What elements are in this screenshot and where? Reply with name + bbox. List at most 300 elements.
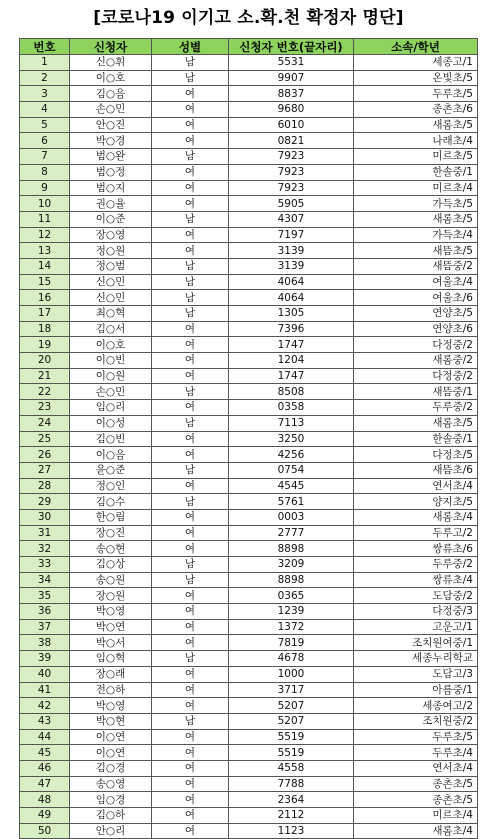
gender: 여 <box>152 729 229 745</box>
phone-last-digits: 7819 <box>229 635 354 651</box>
row-number: 6 <box>20 133 70 149</box>
table-row <box>20 180 478 196</box>
row-number: 47 <box>20 776 70 792</box>
gender: 여 <box>152 792 229 808</box>
applicant-name: 송○영 <box>70 776 152 792</box>
row-number: 41 <box>20 682 70 698</box>
table-row <box>20 635 478 651</box>
phone-last-digits: 4678 <box>229 651 354 667</box>
row-number: 2 <box>20 70 70 86</box>
gender: 여 <box>152 447 229 463</box>
applicant-name: 이○음 <box>70 447 152 463</box>
gender: 남 <box>152 211 229 227</box>
applicant-name: 송○현 <box>70 541 152 557</box>
table-row <box>20 760 478 776</box>
gender: 여 <box>152 227 229 243</box>
gender: 여 <box>152 180 229 196</box>
affiliation: 한솔중/1 <box>354 164 478 180</box>
phone-last-digits: 5531 <box>229 55 354 71</box>
header-affiliation: 소속/학년 <box>354 39 478 55</box>
applicant-name: 신○민 <box>70 290 152 306</box>
applicant-name: 이○호 <box>70 70 152 86</box>
applicant-name: 박○영 <box>70 604 152 620</box>
phone-last-digits: 8898 <box>229 541 354 557</box>
gender: 여 <box>152 164 229 180</box>
row-number: 11 <box>20 211 70 227</box>
table-row <box>20 713 478 729</box>
table-row <box>20 290 478 306</box>
table-row <box>20 274 478 290</box>
applicant-name: 안○진 <box>70 117 152 133</box>
gender: 남 <box>152 557 229 573</box>
applicant-name: 이○호 <box>70 337 152 353</box>
row-number: 18 <box>20 321 70 337</box>
applicant-name: 김○서 <box>70 321 152 337</box>
phone-last-digits: 2112 <box>229 808 354 824</box>
applicant-name: 임○혁 <box>70 651 152 667</box>
row-number: 21 <box>20 368 70 384</box>
applicant-name: 임○리 <box>70 400 152 416</box>
table-row <box>20 666 478 682</box>
applicant-name: 박○경 <box>70 133 152 149</box>
table-row <box>20 604 478 620</box>
table-row <box>20 117 478 133</box>
phone-last-digits: 2364 <box>229 792 354 808</box>
affiliation: 가득초/5 <box>354 196 478 212</box>
row-number: 16 <box>20 290 70 306</box>
gender: 여 <box>152 808 229 824</box>
gender: 여 <box>152 133 229 149</box>
affiliation: 다정중/2 <box>354 337 478 353</box>
phone-last-digits: 3139 <box>229 243 354 259</box>
affiliation: 새뜸초/6 <box>354 462 478 478</box>
phone-last-digits: 1123 <box>229 823 354 839</box>
affiliation: 세종누리학교 <box>354 651 478 667</box>
row-number: 20 <box>20 353 70 369</box>
row-number: 7 <box>20 149 70 165</box>
table-row <box>20 525 478 541</box>
row-number: 40 <box>20 666 70 682</box>
phone-last-digits: 7923 <box>229 149 354 165</box>
table-row <box>20 102 478 118</box>
row-number: 37 <box>20 619 70 635</box>
phone-last-digits: 0754 <box>229 462 354 478</box>
gender: 남 <box>152 713 229 729</box>
phone-last-digits: 1747 <box>229 368 354 384</box>
gender: 남 <box>152 55 229 71</box>
affiliation: 세종고/1 <box>354 55 478 71</box>
gender: 남 <box>152 258 229 274</box>
header-number: 번호 <box>20 39 70 55</box>
table-row <box>20 164 478 180</box>
applicant-name: 장○진 <box>70 525 152 541</box>
phone-last-digits: 4558 <box>229 760 354 776</box>
table-row <box>20 55 478 71</box>
phone-last-digits: 3209 <box>229 557 354 573</box>
applicant-name: 정○원 <box>70 243 152 259</box>
table-row <box>20 729 478 745</box>
row-number: 32 <box>20 541 70 557</box>
affiliation: 두루초/5 <box>354 729 478 745</box>
table-row <box>20 258 478 274</box>
applicant-name: 정○인 <box>70 478 152 494</box>
gender: 여 <box>152 604 229 620</box>
affiliation: 가득초/4 <box>354 227 478 243</box>
row-number: 36 <box>20 604 70 620</box>
applicant-name: 손○민 <box>70 102 152 118</box>
row-number: 33 <box>20 557 70 573</box>
row-number: 10 <box>20 196 70 212</box>
gender: 여 <box>152 698 229 714</box>
gender: 여 <box>152 776 229 792</box>
table-header-row <box>20 39 478 55</box>
affiliation: 조치원중/2 <box>354 713 478 729</box>
table-row <box>20 572 478 588</box>
applicant-name: 김○하 <box>70 808 152 824</box>
applicant-name: 범○지 <box>70 180 152 196</box>
affiliation: 다정초/5 <box>354 447 478 463</box>
gender: 남 <box>152 462 229 478</box>
row-number: 9 <box>20 180 70 196</box>
affiliation: 연양초/5 <box>354 306 478 322</box>
gender: 여 <box>152 196 229 212</box>
table-row <box>20 557 478 573</box>
row-number: 22 <box>20 384 70 400</box>
row-number: 27 <box>20 462 70 478</box>
phone-last-digits: 4064 <box>229 290 354 306</box>
phone-last-digits: 0003 <box>229 509 354 525</box>
phone-last-digits: 5207 <box>229 698 354 714</box>
row-number: 34 <box>20 572 70 588</box>
affiliation: 종촌초/6 <box>354 102 478 118</box>
phone-last-digits: 4307 <box>229 211 354 227</box>
gender: 남 <box>152 651 229 667</box>
table-row <box>20 415 478 431</box>
gender: 여 <box>152 666 229 682</box>
row-number: 42 <box>20 698 70 714</box>
affiliation: 여울초/4 <box>354 274 478 290</box>
row-number: 31 <box>20 525 70 541</box>
table-row <box>20 698 478 714</box>
affiliation: 조치원여중/1 <box>354 635 478 651</box>
table-row <box>20 682 478 698</box>
phone-last-digits: 3139 <box>229 258 354 274</box>
applicant-name: 장○영 <box>70 227 152 243</box>
affiliation: 온빛초/5 <box>354 70 478 86</box>
gender: 여 <box>152 760 229 776</box>
affiliation: 나래초/4 <box>354 133 478 149</box>
table-row <box>20 651 478 667</box>
affiliation: 연서초/4 <box>354 478 478 494</box>
phone-last-digits: 5519 <box>229 745 354 761</box>
header-gender: 성별 <box>152 39 229 55</box>
affiliation: 쌍류초/6 <box>354 541 478 557</box>
table-row <box>20 133 478 149</box>
gender: 여 <box>152 525 229 541</box>
affiliation: 다정중/2 <box>354 368 478 384</box>
applicant-name: 김○빈 <box>70 431 152 447</box>
affiliation: 고운고/1 <box>354 619 478 635</box>
row-number: 3 <box>20 86 70 102</box>
gender: 남 <box>152 70 229 86</box>
gender: 여 <box>152 117 229 133</box>
gender: 여 <box>152 509 229 525</box>
phone-last-digits: 1000 <box>229 666 354 682</box>
table-row <box>20 776 478 792</box>
affiliation: 도담중/2 <box>354 588 478 604</box>
applicant-name: 송○원 <box>70 572 152 588</box>
gender: 여 <box>152 745 229 761</box>
affiliation: 세종여고/2 <box>354 698 478 714</box>
phone-last-digits: 6010 <box>229 117 354 133</box>
affiliation: 새롬초/5 <box>354 211 478 227</box>
phone-last-digits: 1239 <box>229 604 354 620</box>
applicant-name: 정○범 <box>70 258 152 274</box>
table-row <box>20 619 478 635</box>
row-number: 26 <box>20 447 70 463</box>
row-number: 28 <box>20 478 70 494</box>
gender: 남 <box>152 274 229 290</box>
gender: 여 <box>152 541 229 557</box>
table-row <box>20 70 478 86</box>
gender: 남 <box>152 572 229 588</box>
affiliation: 새롬초/5 <box>354 415 478 431</box>
row-number: 8 <box>20 164 70 180</box>
table-row <box>20 462 478 478</box>
phone-last-digits: 7923 <box>229 180 354 196</box>
affiliation: 여울초/6 <box>354 290 478 306</box>
applicant-name: 장○래 <box>70 666 152 682</box>
table-row <box>20 588 478 604</box>
row-number: 44 <box>20 729 70 745</box>
applicant-name: 신○휘 <box>70 55 152 71</box>
phone-last-digits: 9680 <box>229 102 354 118</box>
applicant-table <box>19 38 478 839</box>
affiliation: 연서초/4 <box>354 760 478 776</box>
applicant-name: 안○리 <box>70 823 152 839</box>
applicant-name: 김○음 <box>70 86 152 102</box>
phone-last-digits: 1305 <box>229 306 354 322</box>
row-number: 50 <box>20 823 70 839</box>
row-number: 25 <box>20 431 70 447</box>
gender: 여 <box>152 619 229 635</box>
table-row <box>20 808 478 824</box>
phone-last-digits: 4064 <box>229 274 354 290</box>
gender: 여 <box>152 337 229 353</box>
row-number: 49 <box>20 808 70 824</box>
gender: 남 <box>152 384 229 400</box>
table-row <box>20 541 478 557</box>
applicant-name: 박○연 <box>70 619 152 635</box>
phone-last-digits: 7923 <box>229 164 354 180</box>
phone-last-digits: 2777 <box>229 525 354 541</box>
phone-last-digits: 9907 <box>229 70 354 86</box>
gender: 여 <box>152 321 229 337</box>
row-number: 12 <box>20 227 70 243</box>
row-number: 17 <box>20 306 70 322</box>
affiliation: 양지초/5 <box>354 494 478 510</box>
phone-last-digits: 1372 <box>229 619 354 635</box>
phone-last-digits: 5207 <box>229 713 354 729</box>
phone-last-digits: 0365 <box>229 588 354 604</box>
row-number: 38 <box>20 635 70 651</box>
affiliation: 새롬초/4 <box>354 823 478 839</box>
applicant-name: 윤○준 <box>70 462 152 478</box>
applicant-name: 권○율 <box>70 196 152 212</box>
applicant-name: 이○준 <box>70 211 152 227</box>
applicant-name: 범○완 <box>70 149 152 165</box>
phone-last-digits: 0821 <box>229 133 354 149</box>
page-title: [코로나19 이기고 소.확.천 확정자 명단] <box>93 8 404 28</box>
phone-last-digits: 4545 <box>229 478 354 494</box>
row-number: 14 <box>20 258 70 274</box>
affiliation: 두루초/5 <box>354 86 478 102</box>
phone-last-digits: 8898 <box>229 572 354 588</box>
affiliation: 새뜸초/5 <box>354 243 478 259</box>
applicant-name: 범○정 <box>70 164 152 180</box>
gender: 여 <box>152 635 229 651</box>
gender: 여 <box>152 243 229 259</box>
row-number: 29 <box>20 494 70 510</box>
phone-last-digits: 5905 <box>229 196 354 212</box>
gender: 남 <box>152 494 229 510</box>
gender: 여 <box>152 86 229 102</box>
gender: 여 <box>152 682 229 698</box>
table-row <box>20 211 478 227</box>
phone-last-digits: 5519 <box>229 729 354 745</box>
applicant-name: 이○연 <box>70 729 152 745</box>
header-phone-last-digits: 신청자 번호(끝자리) <box>229 39 354 55</box>
applicant-name: 이○연 <box>70 745 152 761</box>
applicant-name: 손○민 <box>70 384 152 400</box>
phone-last-digits: 8508 <box>229 384 354 400</box>
phone-last-digits: 1747 <box>229 337 354 353</box>
table-row <box>20 321 478 337</box>
phone-last-digits: 8837 <box>229 86 354 102</box>
affiliation: 종촌초/5 <box>354 776 478 792</box>
row-number: 46 <box>20 760 70 776</box>
table-body <box>20 55 478 839</box>
table-row <box>20 353 478 369</box>
gender: 여 <box>152 102 229 118</box>
affiliation: 종촌초/5 <box>354 792 478 808</box>
phone-last-digits: 7197 <box>229 227 354 243</box>
phone-last-digits: 1204 <box>229 353 354 369</box>
table-row <box>20 243 478 259</box>
affiliation: 연양초/6 <box>354 321 478 337</box>
row-number: 30 <box>20 509 70 525</box>
table-row <box>20 227 478 243</box>
table-row <box>20 306 478 322</box>
table-row <box>20 745 478 761</box>
affiliation: 두루초/4 <box>354 745 478 761</box>
gender: 여 <box>152 823 229 839</box>
gender: 여 <box>152 368 229 384</box>
gender: 여 <box>152 431 229 447</box>
row-number: 48 <box>20 792 70 808</box>
applicant-name: 박○영 <box>70 698 152 714</box>
row-number: 39 <box>20 651 70 667</box>
affiliation: 미르초/5 <box>354 149 478 165</box>
table-row <box>20 478 478 494</box>
row-number: 45 <box>20 745 70 761</box>
affiliation: 한솔중/1 <box>354 431 478 447</box>
applicant-name: 임○경 <box>70 792 152 808</box>
phone-last-digits: 7788 <box>229 776 354 792</box>
applicant-name: 김○수 <box>70 494 152 510</box>
affiliation: 새롬초/4 <box>354 509 478 525</box>
table-row <box>20 368 478 384</box>
applicant-name: 이○성 <box>70 415 152 431</box>
table-row <box>20 494 478 510</box>
gender: 여 <box>152 400 229 416</box>
table-row <box>20 431 478 447</box>
gender: 여 <box>152 353 229 369</box>
phone-last-digits: 3717 <box>229 682 354 698</box>
gender: 남 <box>152 149 229 165</box>
applicant-name: 이○빈 <box>70 353 152 369</box>
affiliation: 새뜸중/2 <box>354 258 478 274</box>
row-number: 5 <box>20 117 70 133</box>
table-row <box>20 384 478 400</box>
gender: 남 <box>152 415 229 431</box>
affiliation: 새롬중/2 <box>354 353 478 369</box>
applicant-name: 최○혁 <box>70 306 152 322</box>
header-applicant: 신청자 <box>70 39 152 55</box>
table-row <box>20 400 478 416</box>
row-number: 24 <box>20 415 70 431</box>
gender: 여 <box>152 588 229 604</box>
phone-last-digits: 3250 <box>229 431 354 447</box>
affiliation: 두루중/2 <box>354 557 478 573</box>
affiliation: 두루고/2 <box>354 525 478 541</box>
applicant-name: 박○서 <box>70 635 152 651</box>
applicant-name: 박○현 <box>70 713 152 729</box>
affiliation: 새롬초/5 <box>354 117 478 133</box>
affiliation: 아름중/1 <box>354 682 478 698</box>
affiliation: 도담고/3 <box>354 666 478 682</box>
row-number: 15 <box>20 274 70 290</box>
table-row <box>20 86 478 102</box>
row-number: 35 <box>20 588 70 604</box>
applicant-name: 이○원 <box>70 368 152 384</box>
row-number: 43 <box>20 713 70 729</box>
affiliation: 새뜸중/1 <box>354 384 478 400</box>
applicant-name: 장○원 <box>70 588 152 604</box>
affiliation: 다정중/3 <box>354 604 478 620</box>
table-row <box>20 509 478 525</box>
phone-last-digits: 4256 <box>229 447 354 463</box>
table-row <box>20 447 478 463</box>
applicant-name: 김○경 <box>70 760 152 776</box>
row-number: 13 <box>20 243 70 259</box>
affiliation: 미르초/4 <box>354 808 478 824</box>
row-number: 4 <box>20 102 70 118</box>
applicant-name: 한○림 <box>70 509 152 525</box>
affiliation: 두루중/2 <box>354 400 478 416</box>
gender: 남 <box>152 290 229 306</box>
applicant-name: 김○상 <box>70 557 152 573</box>
table-row <box>20 149 478 165</box>
gender: 여 <box>152 478 229 494</box>
table-row <box>20 792 478 808</box>
affiliation: 미르초/4 <box>354 180 478 196</box>
phone-last-digits: 0358 <box>229 400 354 416</box>
row-number: 19 <box>20 337 70 353</box>
applicant-name: 전○하 <box>70 682 152 698</box>
applicant-name: 신○민 <box>70 274 152 290</box>
phone-last-digits: 7113 <box>229 415 354 431</box>
